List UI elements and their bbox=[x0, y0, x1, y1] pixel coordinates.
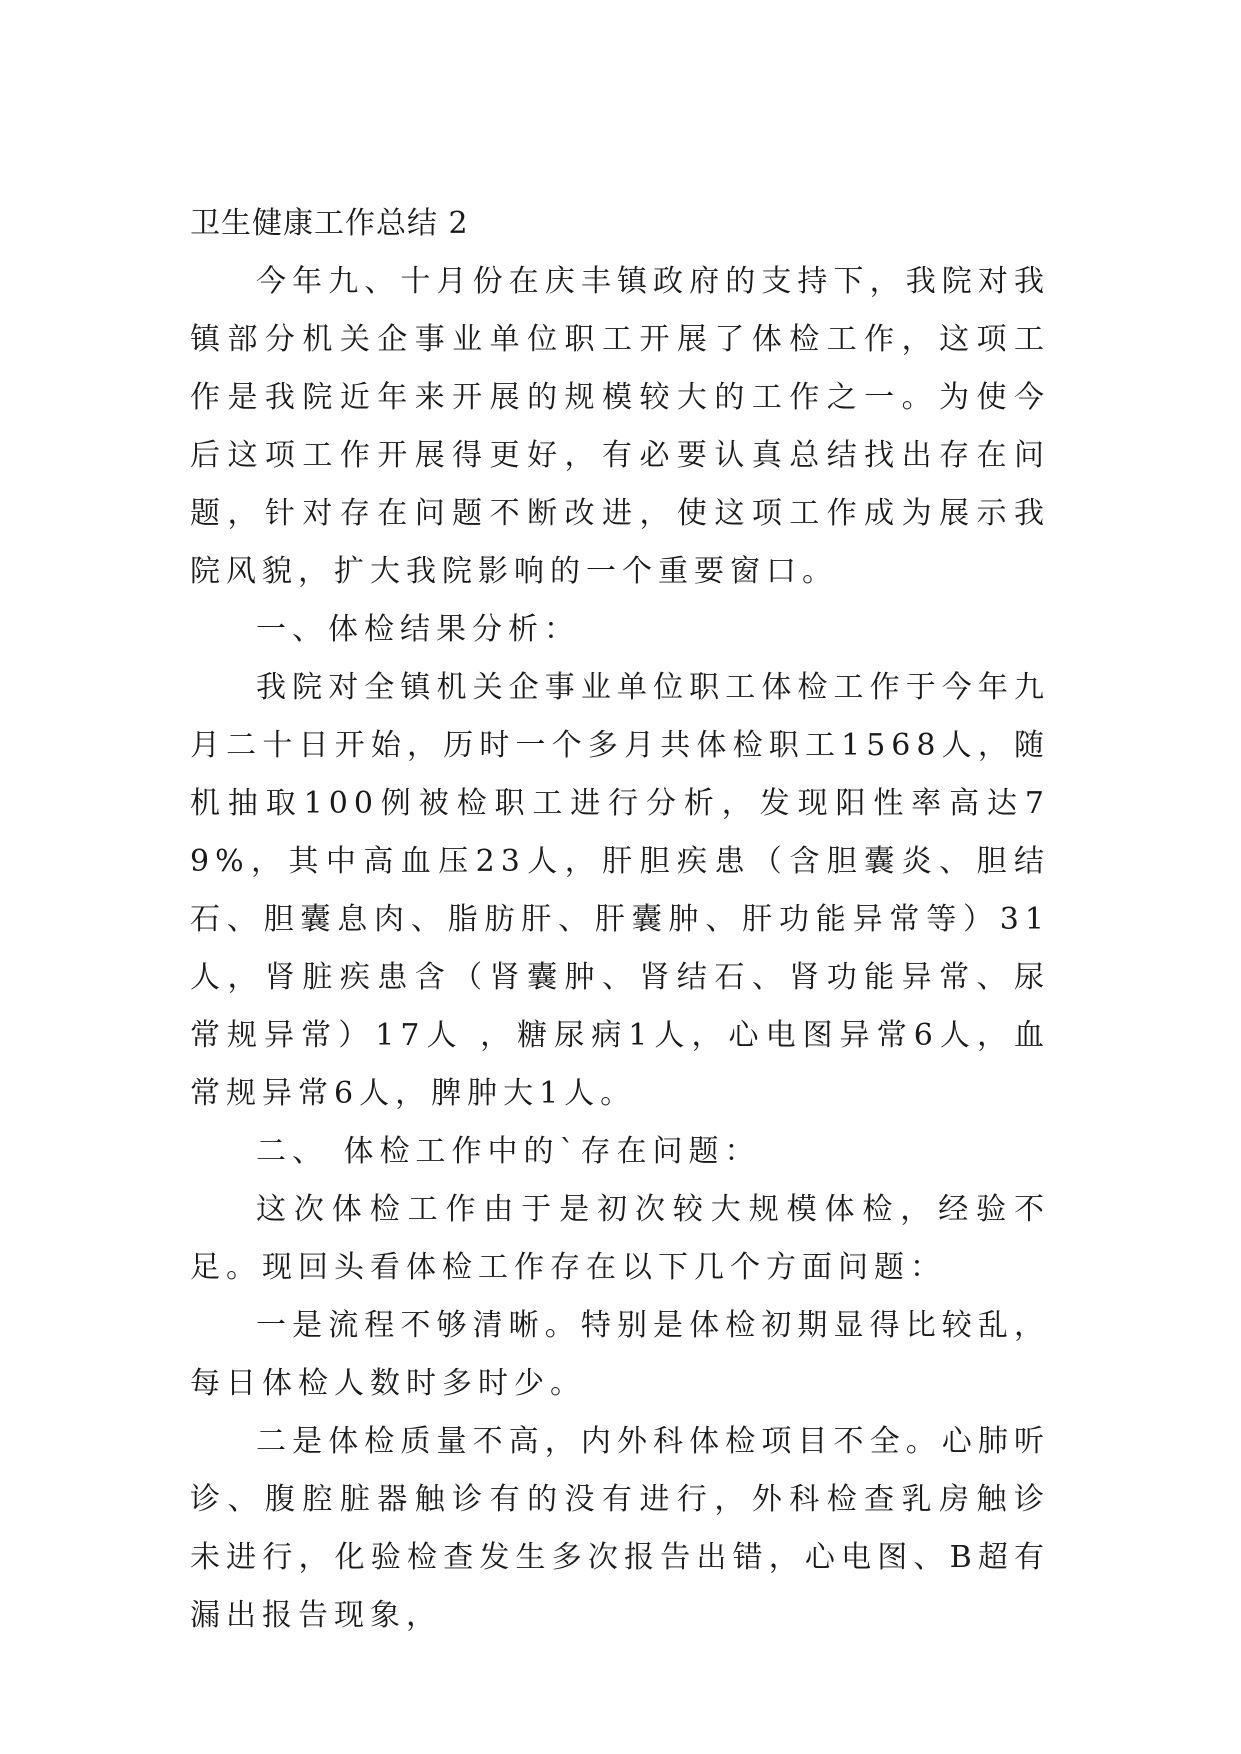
section-heading-problems: 二、 体检工作中的`存在问题： bbox=[256, 1134, 761, 1169]
paragraph-problem-1: 一是流程不够清晰。特别是体检初期显得比较乱，每日体检人数时多时少。 bbox=[190, 1308, 1050, 1401]
paragraph-intro: 今年九、十月份在庆丰镇政府的支持下，我院对我镇部分机关企事业单位职工开展了体检工作，这项工作是我院近年来开展的规模较大的工作之一。为使今后这项工作开展得更好，有必要认真总结找出存在问题，针对存在问题不断改进，使这项工作成为展示我院风貌，扩大我院影响的一个重要窗口。 bbox=[190, 264, 1050, 589]
document-title: 卫生健康工作总结 2 bbox=[190, 206, 469, 241]
paragraph-problems-intro: 这次体检工作由于是初次较大规模体检，经验不足。现回头看体检工作存在以下几个方面问题： bbox=[190, 1192, 1050, 1285]
section-heading-results: 一、体检结果分析： bbox=[256, 612, 580, 647]
paragraph-problem-2: 二是体检质量不高，内外科体检项目不全。心肺听诊、腹腔脏器触诊有的没有进行，外科检查乳房触诊未进行，化验检查发生多次报告出错，心电图、B超有漏出报告现象， bbox=[190, 1424, 1050, 1633]
document-body bbox=[190, 195, 1050, 1645]
paragraph-results: 我院对全镇机关企事业单位职工体检工作于今年九月二十日开始，历时一个多月共体检职工1568人，随机抽取100例被检职工进行分析，发现阳性率高达79%，其中高血压23人，肝胆疾患（含胆囊炎、胆结石、胆囊息肉、脂肪肝、肝囊肿、肝功能异常等）31人，肾脏疾患含（肾囊肿、肾结石、肾功能异常、尿常规异常）17人 ，糖尿病1人，心电图异常6人，血常规异常6人，脾肿大1人。 bbox=[190, 670, 1050, 1111]
